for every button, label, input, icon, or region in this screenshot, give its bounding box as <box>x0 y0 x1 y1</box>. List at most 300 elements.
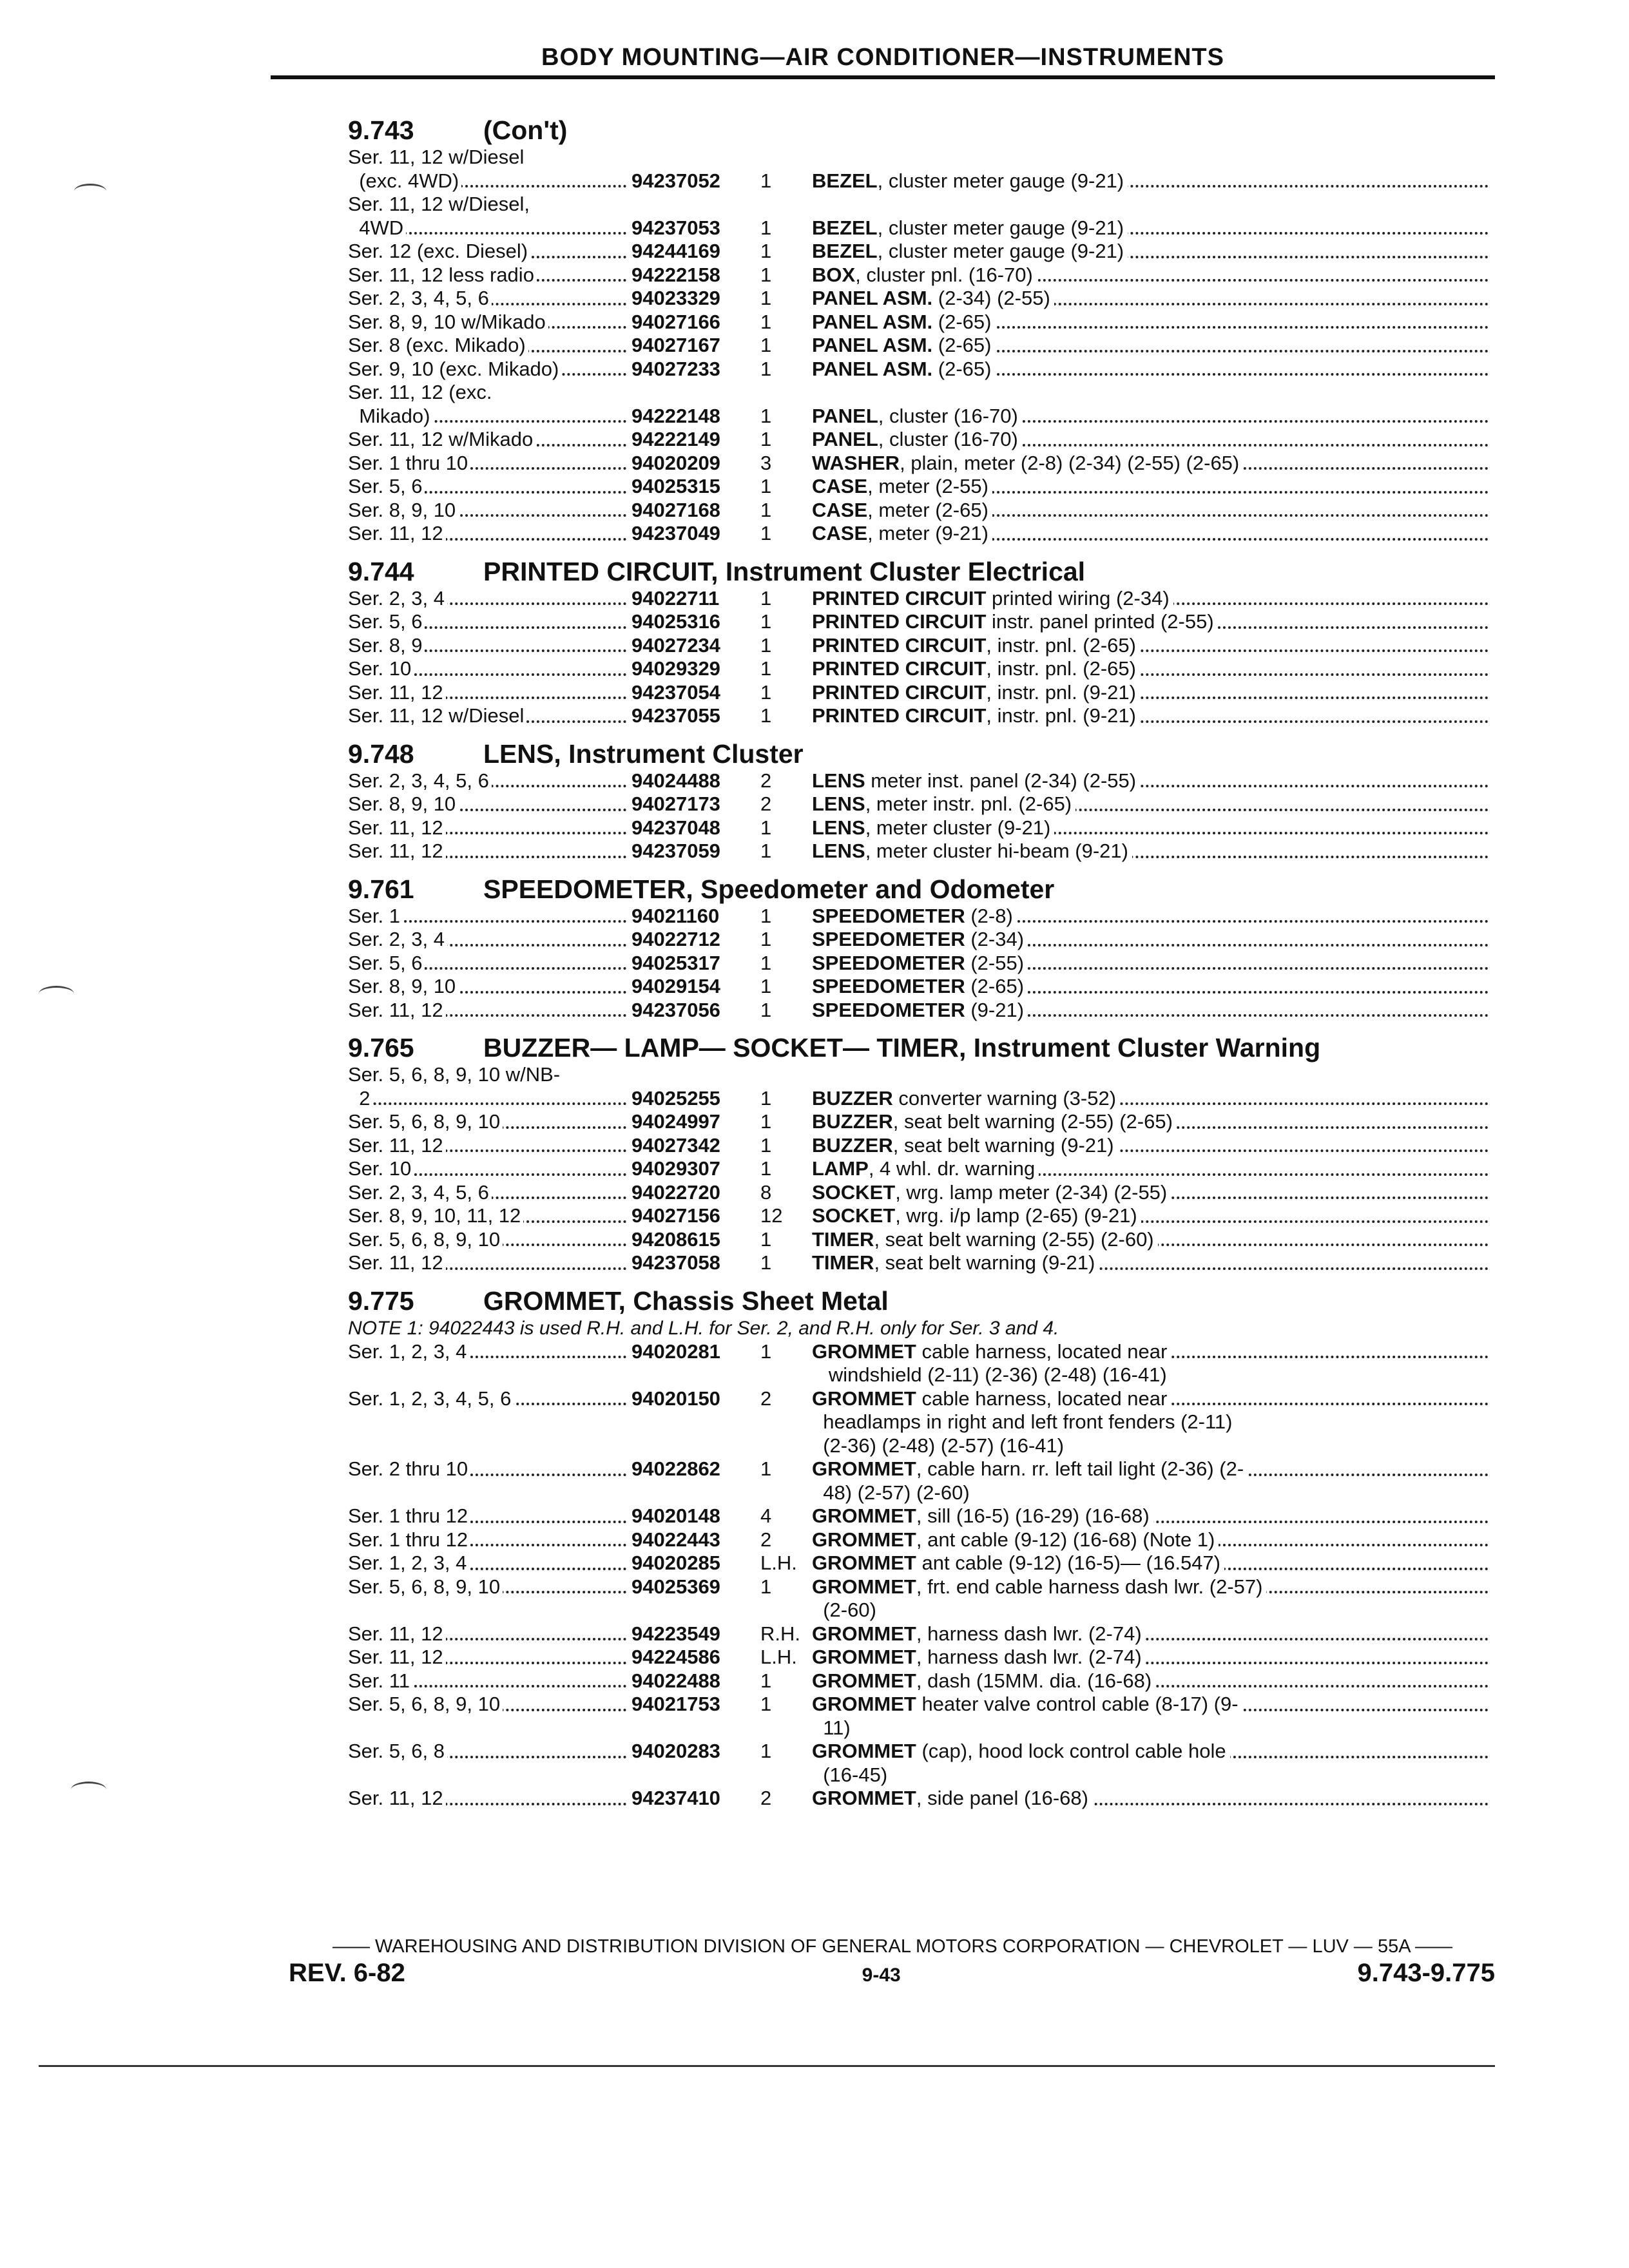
part-row <box>348 264 1489 287</box>
application-text: Ser. 11, 12 <box>348 1787 446 1809</box>
quantity: L.H. <box>760 1552 797 1574</box>
description-text <box>812 1251 1099 1274</box>
quantity: 1 <box>760 334 772 356</box>
application-text: Ser. 8, 9 <box>348 634 425 657</box>
part-row <box>348 1599 1489 1622</box>
description-cell <box>812 975 1489 999</box>
application-cell <box>348 1181 631 1205</box>
description-cell <box>812 1599 1489 1622</box>
application-cell <box>348 1204 631 1228</box>
part-number: 94020148 <box>631 1504 720 1527</box>
part-row <box>348 452 1489 476</box>
description-text <box>812 358 995 380</box>
section-number: 9.748 <box>348 738 414 769</box>
application-cell <box>348 1552 631 1575</box>
part-row <box>348 334 1489 358</box>
description-detail: , harness dash lwr. (2-74) <box>916 1622 1142 1645</box>
description-cell <box>812 264 1489 287</box>
section-heading <box>348 869 1489 905</box>
description-cell <box>812 287 1489 311</box>
description-cell <box>812 452 1489 476</box>
description-detail: (16-45) <box>812 1763 888 1786</box>
description-keyword: PANEL <box>812 428 878 450</box>
quantity: 1 <box>760 1251 772 1274</box>
part-row <box>348 905 1489 928</box>
part-number: 94237058 <box>631 1251 720 1274</box>
description-text <box>812 1481 974 1504</box>
description-cell <box>812 381 1489 405</box>
part-number: 94020283 <box>631 1740 720 1762</box>
application-text: Ser. 1, 2, 3, 4, 5, 6 <box>348 1387 514 1410</box>
part-row <box>348 681 1489 705</box>
application-text: Ser. 11, 12 w/Diesel, <box>348 193 532 215</box>
part-row <box>348 358 1489 381</box>
description-text <box>812 475 992 497</box>
part-row <box>348 1740 1489 1763</box>
quantity: 1 <box>760 1575 772 1598</box>
description-cell <box>812 1363 1489 1387</box>
description-detail: (2-65) <box>965 975 1025 997</box>
description-detail: (2-60) <box>812 1599 876 1621</box>
part-number: 94021753 <box>631 1693 720 1715</box>
description-detail: , meter (9-21) <box>867 522 988 544</box>
application-text <box>348 1410 351 1433</box>
part-number: 94022720 <box>631 1180 720 1204</box>
description-cell <box>812 193 1489 216</box>
description-text <box>812 240 1128 262</box>
part-row <box>348 216 1489 240</box>
part-number: 94237049 <box>631 522 720 544</box>
description-keyword: GROMMET <box>812 1340 916 1363</box>
application-cell <box>348 952 631 975</box>
description-text <box>812 905 1017 927</box>
section-heading <box>348 551 1489 587</box>
part-row <box>348 999 1489 1023</box>
description-keyword: GROMMET <box>812 1457 916 1480</box>
description-detail: 48) (2-57) (2-60) <box>812 1481 970 1504</box>
catalog-section <box>348 733 1489 863</box>
description-keyword: SOCKET <box>812 1204 896 1227</box>
application-cell <box>348 1787 631 1811</box>
part-number: 94024488 <box>631 769 720 792</box>
application-text: Ser. 8, 9, 10 <box>348 793 458 815</box>
footer-section-range: 9.743-9.775 <box>1357 1959 1495 1987</box>
application-text: Ser. 5, 6, 8, 9, 10 <box>348 1693 503 1715</box>
description-cell <box>812 1134 1489 1158</box>
description-detail: (cap), hood lock control cable hole <box>916 1740 1226 1762</box>
description-keyword: GROMMET <box>812 1740 916 1762</box>
application-text: Ser. 8, 9, 10 <box>348 499 458 521</box>
description-keyword: SPEEDOMETER <box>812 904 965 927</box>
description-detail: , cluster pnl. (16-70) <box>855 263 1033 286</box>
application-cell <box>348 840 631 863</box>
description-detail: , side panel (16-68) <box>916 1787 1088 1809</box>
description-cell <box>812 428 1489 452</box>
description-cell <box>812 634 1489 658</box>
part-number: 94029329 <box>631 657 720 680</box>
description-keyword: PRINTED CIRCUIT <box>812 586 987 610</box>
part-number: 94022711 <box>631 586 720 610</box>
quantity: 1 <box>760 904 772 927</box>
description-keyword: BEZEL <box>812 240 878 262</box>
description-detail: , cable harn. rr. left tail light (2-36) (2- <box>916 1457 1244 1480</box>
application-text: Ser. 1 thru 12 <box>348 1528 470 1551</box>
description-detail: (2-34) <box>965 928 1025 950</box>
part-row <box>348 311 1489 334</box>
application-text: Ser. 11 <box>348 1669 412 1692</box>
application-cell <box>348 1251 631 1275</box>
description-cell <box>812 1716 1489 1740</box>
section-title: PRINTED CIRCUIT, Instrument Cluster Electrical <box>483 556 1086 586</box>
application-text: Ser. 2, 3, 4, 5, 6 <box>348 769 492 792</box>
quantity: 3 <box>760 451 772 474</box>
part-row <box>348 475 1489 499</box>
description-detail: (2-65) <box>932 357 992 380</box>
part-number: 94022712 <box>631 928 720 950</box>
application-text: Ser. 1 thru 12 <box>348 1504 470 1527</box>
description-text <box>812 1228 1158 1251</box>
part-row <box>348 499 1489 523</box>
section-title: (Con't) <box>483 115 568 145</box>
description-cell <box>812 1087 1489 1111</box>
application-cell <box>348 905 631 928</box>
description-keyword: GROMMET <box>812 1504 916 1527</box>
description-detail: instr. panel printed (2-55) <box>986 610 1214 633</box>
part-row <box>348 816 1489 840</box>
page-header <box>271 44 1495 79</box>
application-text: Ser. 11, 12 <box>348 840 446 862</box>
description-detail: (2-65) <box>932 310 992 333</box>
description-keyword: LENS <box>812 769 865 792</box>
application-text <box>348 1363 351 1386</box>
page-title: BODY MOUNTING—AIR CONDITIONER—INSTRUMENTS <box>541 44 1224 71</box>
part-row <box>348 146 1489 169</box>
description-keyword: PRINTED CIRCUIT <box>812 633 987 657</box>
description-text <box>812 1787 1092 1809</box>
description-keyword: LENS <box>812 793 865 815</box>
description-keyword: GROMMET <box>812 1787 916 1809</box>
quantity: 1 <box>760 816 772 839</box>
application-cell <box>348 1457 631 1481</box>
description-text <box>812 975 1028 997</box>
description-text <box>812 1457 1248 1480</box>
part-row <box>348 928 1489 952</box>
application-text: Ser. 10 <box>348 1157 414 1180</box>
description-text <box>812 381 816 403</box>
section-title: LENS, Instrument Cluster <box>483 738 804 769</box>
section-number: 9.765 <box>348 1033 414 1062</box>
application-cell <box>348 1434 631 1458</box>
quantity: 1 <box>760 998 772 1021</box>
application-cell <box>348 681 631 705</box>
description-detail: headlamps in right and left front fenders (2-11) <box>812 1410 1233 1433</box>
parts-catalog <box>348 110 1489 1816</box>
description-cell <box>812 334 1489 358</box>
description-text <box>812 405 1022 427</box>
part-number <box>631 193 760 216</box>
part-row <box>348 1157 1489 1181</box>
description-cell <box>812 1763 1489 1787</box>
description-text <box>812 1646 1146 1668</box>
part-row <box>348 169 1489 193</box>
description-detail: , instr. pnl. (2-65) <box>986 633 1136 657</box>
part-row <box>348 522 1489 546</box>
part-row <box>348 634 1489 658</box>
description-keyword: PANEL <box>812 404 878 427</box>
application-text: Ser. 1, 2, 3, 4 <box>348 1552 469 1574</box>
description-detail: , cluster meter gauge (9-21) <box>877 240 1124 262</box>
quantity: 1 <box>760 1457 772 1480</box>
part-number <box>631 146 760 169</box>
quantity: 2 <box>760 769 772 792</box>
part-number: 94020150 <box>631 1387 720 1410</box>
description-cell <box>812 816 1489 840</box>
description-text <box>812 216 1128 239</box>
application-text <box>348 1716 351 1739</box>
application-cell <box>348 1716 631 1740</box>
description-keyword: BEZEL <box>812 169 878 192</box>
description-text <box>812 1387 1171 1410</box>
description-detail: , frt. end cable harness dash lwr. (2-57) <box>916 1575 1263 1598</box>
part-row <box>348 769 1489 793</box>
application-text: Ser. 10 <box>348 657 414 680</box>
application-text: Ser. 11, 12 <box>348 1134 446 1157</box>
description-cell <box>812 704 1489 728</box>
description-detail: ant cable (9-12) (16-5)— (16.547) <box>916 1552 1220 1574</box>
description-keyword: GROMMET <box>812 1622 916 1645</box>
description-detail: , instr. pnl. (9-21) <box>986 704 1136 727</box>
application-cell <box>348 928 631 952</box>
application-cell <box>348 475 631 499</box>
part-number: 94025255 <box>631 1086 720 1110</box>
section-heading <box>348 1280 1489 1316</box>
description-text <box>812 287 1054 309</box>
application-cell <box>348 1740 631 1763</box>
description-cell <box>812 1528 1489 1552</box>
application-cell <box>348 1763 631 1787</box>
section-title: BUZZER— LAMP— SOCKET— TIMER, Instrument Cluster Warning <box>483 1033 1321 1062</box>
application-cell <box>348 1387 631 1411</box>
description-keyword: GROMMET <box>812 1528 916 1551</box>
application-cell <box>348 287 631 311</box>
quantity: R.H. <box>760 1622 800 1645</box>
description-keyword: LENS <box>812 816 865 839</box>
description-cell <box>812 610 1489 634</box>
part-row <box>348 1622 1489 1646</box>
description-detail: , ant cable (9-12) (16-68) (Note 1) <box>916 1528 1215 1551</box>
description-text <box>812 1204 1141 1227</box>
description-cell <box>812 1410 1489 1434</box>
description-text <box>812 1434 1068 1457</box>
part-number: 94025315 <box>631 475 720 497</box>
part-number: 94020281 <box>631 1340 720 1363</box>
part-row <box>348 1204 1489 1228</box>
application-cell <box>348 1228 631 1252</box>
description-keyword: BUZZER <box>812 1110 893 1133</box>
part-number: 94025317 <box>631 951 720 974</box>
section-note: NOTE 1: 94022443 is used R.H. and L.H. for Ser. 2, and R.H. only for Ser. 3 and 4. <box>348 1317 1059 1339</box>
quantity: 1 <box>760 404 772 427</box>
description-keyword: BUZZER <box>812 1133 893 1157</box>
part-number <box>631 1434 760 1458</box>
application-text: Ser. 9, 10 (exc. Mikado) <box>348 358 561 380</box>
description-detail: 11) <box>812 1716 851 1739</box>
description-keyword: SPEEDOMETER <box>812 975 965 997</box>
part-number: 94223549 <box>631 1622 720 1645</box>
part-row <box>348 405 1489 428</box>
part-number: 94022862 <box>631 1457 720 1480</box>
application-text <box>348 1481 351 1504</box>
description-text <box>812 1763 891 1786</box>
description-detail: , dash (15MM. dia. (16-68) <box>916 1669 1152 1692</box>
description-text <box>812 1181 1171 1204</box>
description-keyword: LENS <box>812 840 865 862</box>
description-detail: windshield (2-11) (2-36) (2-48) (16-41) <box>812 1363 1167 1386</box>
application-text: (exc. 4WD) <box>348 169 461 192</box>
part-number: 94027168 <box>631 498 720 521</box>
description-cell <box>812 475 1489 499</box>
application-text: Ser. 5, 6, 8, 9, 10 <box>348 1110 503 1133</box>
part-row <box>348 840 1489 863</box>
application-cell <box>348 634 631 658</box>
description-cell <box>812 1181 1489 1205</box>
description-cell <box>812 793 1489 816</box>
description-cell <box>812 1504 1489 1528</box>
application-cell <box>348 1157 631 1181</box>
description-keyword: SPEEDOMETER <box>812 928 965 950</box>
part-number: 94237059 <box>631 840 720 862</box>
application-text: Ser. 2, 3, 4, 5, 6 <box>348 1181 492 1204</box>
description-cell <box>812 1110 1489 1134</box>
part-row <box>348 1693 1489 1716</box>
description-text <box>812 522 992 544</box>
description-keyword: PANEL ASM. <box>812 287 933 309</box>
description-text <box>812 1716 854 1739</box>
part-number: 94027156 <box>631 1204 720 1227</box>
quantity: 1 <box>760 357 772 380</box>
application-cell <box>348 769 631 793</box>
quantity: 2 <box>760 1528 772 1551</box>
description-text <box>812 657 1140 680</box>
description-keyword: TIMER <box>812 1251 874 1274</box>
application-text: Ser. 11, 12 <box>348 999 446 1021</box>
application-text: Ser. 11, 12 (exc. <box>348 381 494 403</box>
description-cell <box>812 905 1489 928</box>
description-cell <box>812 681 1489 705</box>
description-detail: , meter (2-55) <box>867 475 988 497</box>
part-number: 94020209 <box>631 451 720 474</box>
quantity: 1 <box>760 975 772 997</box>
description-cell <box>812 1434 1489 1458</box>
application-cell <box>348 975 631 999</box>
description-detail: , seat belt warning (2-55) (2-65) <box>892 1110 1173 1133</box>
description-keyword: GROMMET <box>812 1669 916 1692</box>
application-cell <box>348 1504 631 1528</box>
part-number: 94222148 <box>631 404 720 427</box>
quantity <box>760 1763 812 1787</box>
description-text <box>812 1087 1120 1110</box>
description-keyword: CASE <box>812 475 868 497</box>
quantity: 1 <box>760 586 772 610</box>
description-detail: heater valve control cable (8-17) (9- <box>916 1693 1239 1715</box>
description-text <box>812 1669 1155 1692</box>
application-cell <box>348 1134 631 1158</box>
application-cell <box>348 405 631 428</box>
description-keyword: PRINTED CIRCUIT <box>812 657 987 680</box>
application-cell <box>348 264 631 287</box>
part-number: 94025316 <box>631 610 720 633</box>
application-cell <box>348 1528 631 1552</box>
part-number: 94244169 <box>631 240 720 262</box>
application-text: Ser. 11, 12 <box>348 816 446 839</box>
description-keyword: SPEEDOMETER <box>812 998 965 1021</box>
application-text: Ser. 5, 6 <box>348 475 425 497</box>
description-text <box>812 999 1028 1021</box>
application-text: Ser. 5, 6, 8, 9, 10 <box>348 1575 503 1598</box>
application-text: Ser. 5, 6 <box>348 610 425 633</box>
quantity: 1 <box>760 1740 772 1762</box>
part-row <box>348 1716 1489 1740</box>
quantity: 12 <box>760 1204 783 1227</box>
part-number: 94237052 <box>631 169 720 192</box>
description-cell <box>812 405 1489 428</box>
description-text <box>812 681 1140 704</box>
description-text <box>812 334 995 356</box>
description-text <box>812 1599 880 1621</box>
description-cell <box>812 1575 1489 1599</box>
quantity: 1 <box>760 1669 772 1692</box>
description-cell <box>812 169 1489 193</box>
application-cell <box>348 1481 631 1505</box>
description-detail: , plain, meter (2-8) (2-34) (2-55) (2-65) <box>900 451 1240 474</box>
description-text <box>812 769 1140 792</box>
description-detail: , meter cluster hi-beam (9-21) <box>865 840 1128 862</box>
quantity: 1 <box>760 657 772 680</box>
description-cell <box>812 1204 1489 1228</box>
description-text <box>812 146 816 168</box>
description-detail: , cluster meter gauge (9-21) <box>877 169 1124 192</box>
quantity: 1 <box>760 522 772 544</box>
part-row <box>348 428 1489 452</box>
application-cell <box>348 1693 631 1716</box>
quantity: 1 <box>760 475 772 497</box>
application-cell <box>348 793 631 816</box>
description-keyword: PANEL ASM. <box>812 310 933 333</box>
scan-mark <box>74 184 106 198</box>
catalog-section <box>348 1280 1489 1811</box>
part-row <box>348 1228 1489 1252</box>
description-cell <box>812 216 1489 240</box>
description-detail: , seat belt warning (2-55) (2-60) <box>874 1227 1154 1251</box>
description-keyword: CASE <box>812 522 868 544</box>
part-number: 94024997 <box>631 1110 720 1133</box>
application-text: Ser. 8, 9, 10, 11, 12 <box>348 1204 523 1227</box>
part-row <box>348 287 1489 311</box>
description-keyword: LAMP <box>812 1157 869 1180</box>
part-row <box>348 1340 1489 1364</box>
application-text: Ser. 11, 12 w/Diesel <box>348 146 526 168</box>
part-row <box>348 704 1489 728</box>
quantity: L.H. <box>760 1646 797 1668</box>
description-text <box>812 1410 1237 1433</box>
description-cell <box>812 1669 1489 1693</box>
application-text: Ser. 5, 6, 8, 9, 10 <box>348 1228 503 1251</box>
description-text <box>812 816 1054 839</box>
application-text: Mikado) <box>348 405 432 427</box>
bottom-rule <box>39 2065 1495 2067</box>
description-text <box>812 311 995 333</box>
application-cell <box>348 1646 631 1669</box>
